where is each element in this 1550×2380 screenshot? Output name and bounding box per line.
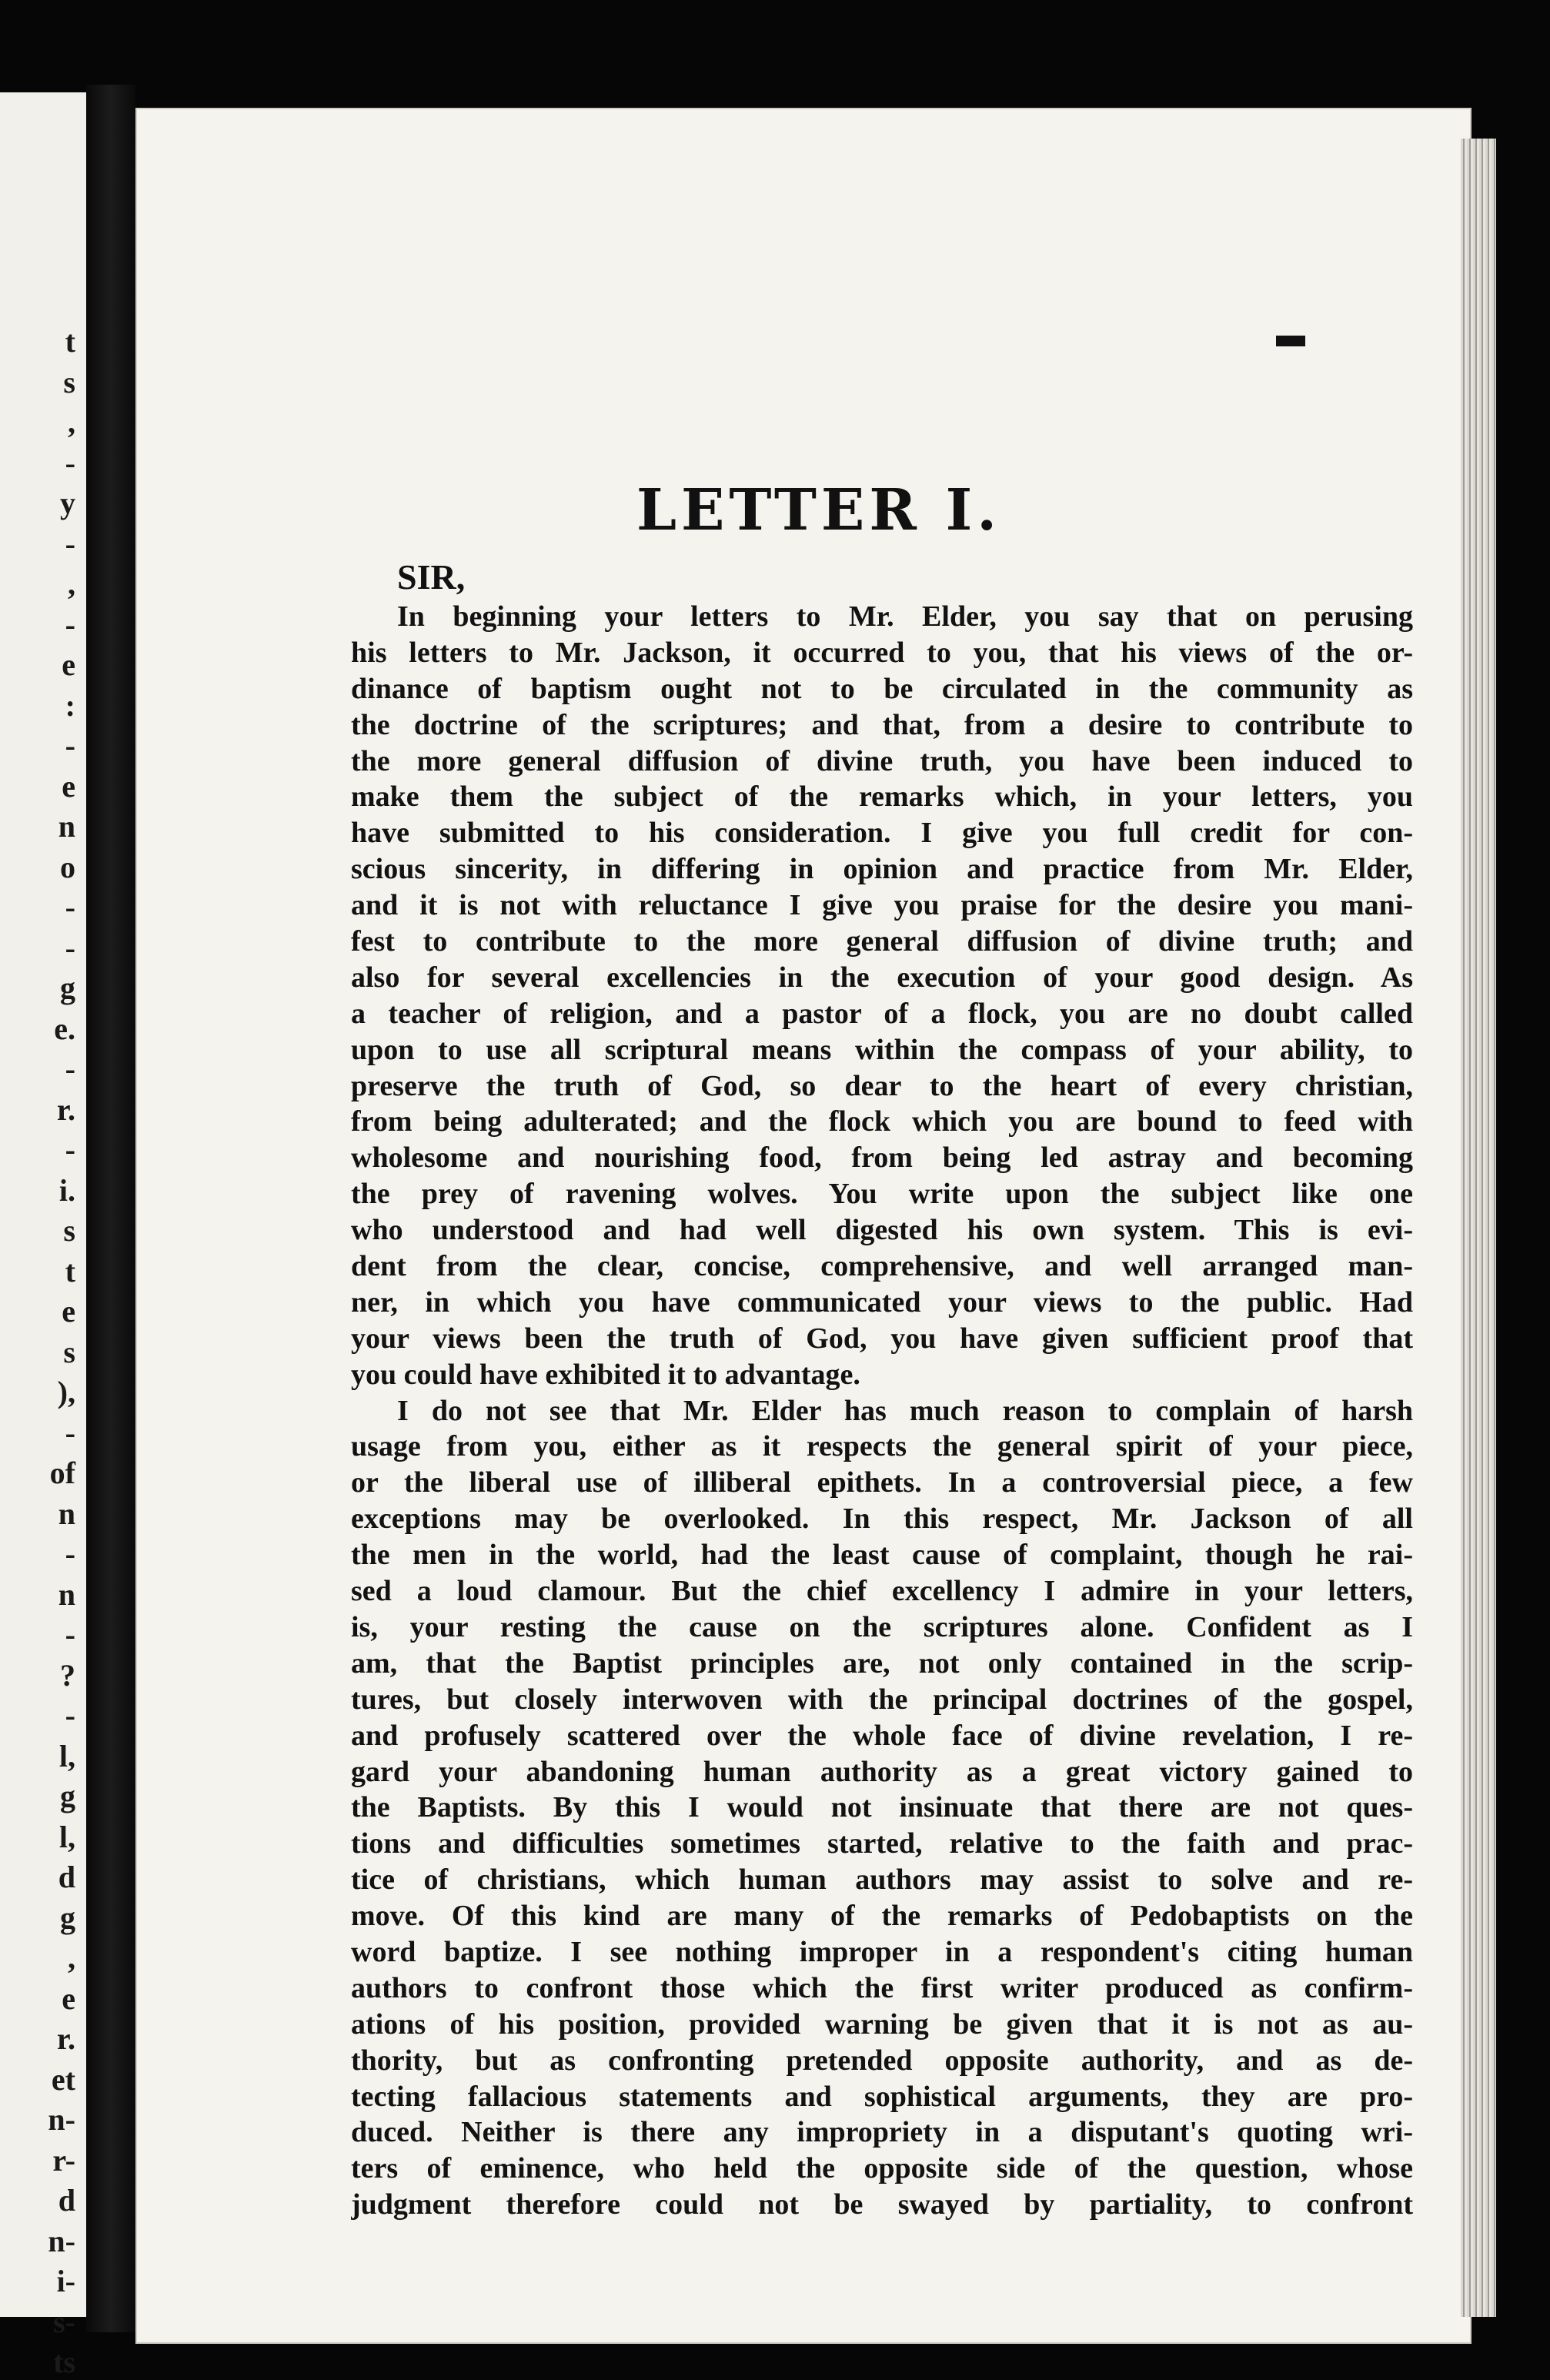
body-line: tions and difficulties sometimes started, relative to the faith and prac- (351, 1827, 1413, 1860)
left-page-fragment: i- (56, 2264, 75, 2298)
body-line: In beginning your letters to Mr. Elder, you say that on perusing (397, 600, 1413, 633)
body-line: scious sincerity, in differing in opinion and practice from Mr. Elder, (351, 853, 1413, 886)
body-line: authors to confront those which the first writer produced as confirm- (351, 1971, 1413, 2004)
left-facing-page (0, 92, 89, 2379)
left-page-fragment: t (65, 1253, 75, 1289)
body-line: judgment therefore could not be swayed by partiality, to confront (351, 2188, 1413, 2221)
page-edge-stack (1461, 139, 1496, 2317)
body-line: and profusely scattered over the whole face of divine revelation, I re- (351, 1719, 1413, 1752)
left-page-fragment: - (65, 1051, 75, 1086)
body-line: word baptize. I see nothing improper in a respondent's citing human (351, 1935, 1413, 1968)
left-page-fragment: - (65, 526, 75, 561)
body-line: you could have exhibited it to advantage. (351, 1358, 860, 1391)
left-page-fragment: n (58, 1576, 75, 1612)
body-line: ters of eminence, who held the opposite side of the question, whose (351, 2152, 1413, 2185)
left-page-fragment: ), (57, 1375, 75, 1409)
letter-body (351, 599, 1413, 2223)
body-line: thority, but as confronting pretended opposite authority, and as de- (351, 2044, 1413, 2077)
body-line: also for several excellencies in the execution of your good design. As (351, 961, 1413, 994)
left-page-fragment: r- (52, 2142, 75, 2178)
left-page-fragment: o (60, 849, 75, 884)
body-line: or the liberal use of illiberal epithets. In a controversial piece, a few (351, 1466, 1413, 1499)
left-page-fragment: e (62, 1294, 75, 1329)
left-page-fragment: - (65, 1536, 75, 1571)
left-page-fragment: r. (56, 1091, 75, 1127)
body-line: a teacher of religion, and a pastor of a flock, you are no doubt called (351, 997, 1413, 1030)
left-page-fragment: g (60, 1779, 75, 1813)
body-line: your views been the truth of God, you have given sufficient proof that (351, 1322, 1413, 1355)
body-line: ner, in which you have communicated your views to the public. Had (351, 1285, 1413, 1319)
body-line: the Baptists. By this I would not insinuate that there are not ques- (351, 1791, 1413, 1824)
body-line: make them the subject of the remarks which, in your letters, you (351, 781, 1413, 814)
left-page-fragment: et (51, 2061, 75, 2097)
left-page-fragment: , (68, 567, 75, 601)
left-page-fragment: g (60, 1900, 75, 1935)
left-page-fragment: s (63, 364, 75, 399)
body-line: preserve the truth of God, so dear to the heart of every christian, (351, 1069, 1413, 1102)
body-line: the prey of ravening wolves. You write upon the subject like one (351, 1178, 1413, 1211)
body-line: the doctrine of the scriptures; and that, from a desire to contribute to (351, 708, 1413, 741)
left-page-fragment: n (58, 809, 75, 844)
body-line: I do not see that Mr. Elder has much reason to complain of harsh (397, 1394, 1413, 1427)
left-page-fragment: - (65, 728, 75, 763)
left-page-fragment: d (58, 1860, 75, 1894)
left-page-fragment: n- (48, 2102, 75, 2137)
left-page-fragment: ? (60, 1657, 75, 1693)
body-line: tecting fallacious statements and sophistical arguments, they are pro- (351, 2080, 1413, 2113)
left-page-fragment: g (60, 971, 75, 1005)
body-line: wholesome and nourishing food, from being led astray and becoming (351, 1142, 1413, 1175)
body-line: usage from you, either as it respects the general spirit of your piece, (351, 1430, 1413, 1463)
salutation: SIR, (397, 557, 466, 597)
body-line: upon to use all scriptural means within the compass of your ability, to (351, 1033, 1413, 1066)
left-page-fragment: ts (53, 2345, 75, 2379)
body-line: the more general diffusion of divine truth, you have been induced to (351, 744, 1413, 777)
left-page-fragment: s- (53, 2304, 75, 2339)
body-line: and it is not with reluctance I give you praise for the desire you mani- (351, 889, 1413, 922)
left-page-fragment: i. (58, 1172, 75, 1208)
left-page-fragment: , (68, 405, 75, 440)
left-page-fragment: y (60, 486, 75, 520)
body-line: duced. Neither is there any impropriety in a disputant's quoting wri- (351, 2116, 1413, 2149)
left-page-fragment: - (65, 930, 75, 965)
body-line: am, that the Baptist principles are, not only contained in the scrip- (351, 1646, 1413, 1680)
body-line: tice of christians, which human authors may assist to solve and re- (351, 1864, 1413, 1897)
letter-title: LETTER I. (636, 477, 1001, 543)
body-line: who understood and had well digested his own system. This is evi- (351, 1214, 1413, 1247)
left-page-fragment: d (58, 2183, 75, 2218)
left-page-fragment: - (65, 1698, 75, 1733)
body-line: his letters to Mr. Jackson, it occurred to you, that his views of the or- (351, 636, 1413, 669)
left-page-fragment: of (49, 1456, 75, 1490)
body-line: sed a loud clamour. But the chief excellency I admire in your letters, (351, 1575, 1413, 1608)
page-number-mark (1276, 336, 1305, 346)
body-line: the men in the world, had the least cause of complaint, though he rai- (351, 1539, 1413, 1572)
left-page-fragment: - (65, 1617, 75, 1652)
body-line: ations of his position, provided warning be given that it is not as au- (351, 2007, 1413, 2041)
left-page-fragment: e (62, 647, 75, 682)
body-line: dinance of baptism ought not to be circulated in the community as (351, 672, 1413, 705)
left-page-fragment: - (65, 1415, 75, 1450)
left-page-fragment: : (65, 687, 75, 723)
left-page-fragment: r. (56, 2021, 75, 2056)
left-page-fragment: n (58, 1496, 75, 1531)
body-line: move. Of this kind are many of the remarks of Pedobaptists on the (351, 1900, 1413, 1933)
body-line: fest to contribute to the more general diffusion of divine truth; and (351, 925, 1413, 958)
left-page-fragment: - (65, 607, 75, 642)
left-page-fragment: - (65, 890, 75, 924)
left-page-fragment: s (63, 1334, 75, 1369)
book-spine (86, 85, 135, 2332)
left-page-fragment: - (65, 1132, 75, 1167)
body-line: is, your resting the cause on the scriptures alone. Confident as I (351, 1610, 1413, 1643)
left-page-fragment: t (65, 324, 75, 359)
left-page-fragment: e. (54, 1011, 75, 1046)
body-line: dent from the clear, concise, comprehensive, and well arranged man- (351, 1250, 1413, 1283)
body-line: exceptions may be overlooked. In this respect, Mr. Jackson of all (351, 1503, 1413, 1536)
left-page-fragment: e (62, 768, 75, 804)
left-page-fragment: s (63, 1213, 75, 1248)
body-line: tures, but closely interwoven with the principal doctrines of the gospel, (351, 1683, 1413, 1716)
left-page-fragment: - (65, 445, 75, 480)
left-page-fragment: , (68, 1940, 75, 1975)
left-page-fragment: l, (58, 1819, 75, 1854)
main-page (135, 108, 1471, 2344)
left-page-fragment: l, (58, 1738, 75, 1773)
left-page-fragment: n- (48, 2223, 75, 2258)
left-page-fragment: e (62, 1981, 75, 2016)
body-line: have submitted to his consideration. I give you full credit for con- (351, 817, 1413, 850)
body-line: gard your abandoning human authority as a great victory gained to (351, 1755, 1413, 1788)
body-line: from being adulterated; and the flock which you are bound to feed with (351, 1105, 1413, 1138)
